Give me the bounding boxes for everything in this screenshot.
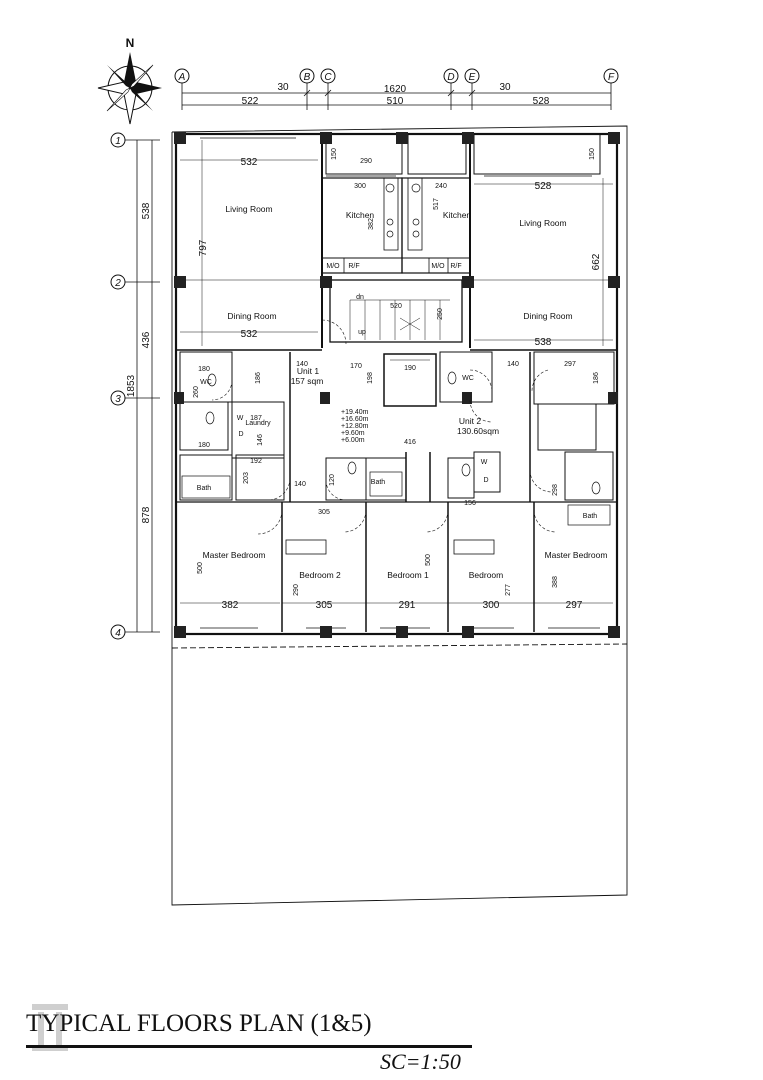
label-d-left: D bbox=[238, 431, 244, 438]
dim-190: 190 bbox=[404, 365, 416, 372]
dim-total-height: 1853 bbox=[126, 374, 137, 398]
dim-seg-cd: 510 bbox=[386, 96, 404, 107]
room-living-left: Living Room bbox=[225, 204, 273, 214]
dim-388: 388 bbox=[552, 576, 559, 588]
dim-203: 203 bbox=[243, 472, 250, 484]
dim-row-34: 878 bbox=[141, 506, 152, 524]
label-mo-left: M/O bbox=[326, 263, 340, 270]
dim-187: 187 bbox=[250, 415, 262, 422]
dim-140-lower: 140 bbox=[294, 481, 306, 488]
dim-300-kitchen: 300 bbox=[354, 183, 366, 190]
dim-277: 277 bbox=[505, 584, 512, 596]
label-mo-right: M/O bbox=[431, 263, 445, 270]
dim-seg-ef: 528 bbox=[532, 96, 550, 107]
dim-300-bed: 300 bbox=[482, 600, 500, 611]
unit-2-label: Unit 2 bbox=[458, 416, 482, 426]
room-bath-right: Bath bbox=[582, 513, 598, 520]
room-living-right: Living Room bbox=[519, 218, 567, 228]
dim-517: 517 bbox=[433, 198, 440, 210]
stair-up: up bbox=[358, 329, 366, 336]
grid-col-f: F bbox=[607, 72, 615, 83]
level-4: +9.60m bbox=[341, 430, 365, 437]
room-bath-left: Bath bbox=[196, 485, 212, 492]
grid-col-c: C bbox=[324, 72, 332, 83]
room-bath-mid: Bath bbox=[370, 479, 386, 486]
dim-528: 528 bbox=[534, 181, 552, 192]
column-grid bbox=[175, 69, 618, 83]
dim-662: 662 bbox=[591, 253, 602, 271]
site-boundary bbox=[172, 126, 627, 905]
dim-170: 170 bbox=[350, 363, 362, 370]
dim-305-bed2: 305 bbox=[315, 600, 333, 611]
dim-297-bottom: 297 bbox=[565, 600, 583, 611]
title-underline bbox=[26, 1045, 472, 1048]
dim-382-kitchen: 382 bbox=[368, 218, 375, 230]
dim-297-mid: 297 bbox=[564, 361, 576, 368]
dim-198: 198 bbox=[367, 372, 374, 384]
unit-2-area: 130.60sqm bbox=[456, 426, 500, 436]
dim-250: 250 bbox=[437, 308, 444, 320]
dim-532-top: 532 bbox=[240, 157, 258, 168]
room-master-left: Master Bedroom bbox=[202, 550, 266, 560]
dim-192-left: 192 bbox=[250, 458, 262, 465]
grid-row-2: 2 bbox=[115, 278, 121, 289]
dim-140-right: 140 bbox=[507, 361, 519, 368]
dim-290-bed: 290 bbox=[293, 584, 300, 596]
dim-416: 416 bbox=[404, 439, 416, 446]
dim-520: 520 bbox=[390, 303, 402, 310]
room-wc-left: WC bbox=[200, 379, 212, 386]
row-grid bbox=[111, 133, 125, 639]
dim-500-left: 500 bbox=[197, 562, 204, 574]
level-5: +6.00m bbox=[341, 437, 365, 444]
room-dining-left: Dining Room bbox=[227, 311, 277, 321]
grid-col-a: A bbox=[178, 72, 186, 83]
grid-col-b: B bbox=[303, 72, 311, 83]
dim-180-b: 180 bbox=[198, 442, 210, 449]
dim-150-left: 150 bbox=[331, 148, 338, 160]
grid-col-e: E bbox=[468, 72, 476, 83]
drawing-title: TYPICAL FLOORS PLAN (1&5) bbox=[26, 1010, 372, 1037]
stair-dn: dn bbox=[356, 294, 364, 301]
level-2: +16.60m bbox=[341, 416, 369, 423]
label-w-right: W bbox=[480, 459, 488, 466]
dim-186-left: 186 bbox=[255, 372, 262, 384]
drawing-scale: SC=1:50 bbox=[380, 1049, 461, 1074]
unit-1-label: Unit 1 bbox=[296, 366, 320, 376]
dim-row-23: 436 bbox=[141, 331, 152, 349]
dim-382: 382 bbox=[221, 600, 239, 611]
dim-797: 797 bbox=[198, 239, 209, 257]
dim-row-12: 538 bbox=[141, 202, 152, 220]
label-rf-left: R/F bbox=[348, 263, 360, 270]
label-rf-right: R/F bbox=[450, 263, 462, 270]
north-label: N bbox=[125, 36, 135, 50]
label-w-left: W bbox=[236, 415, 244, 422]
grid-row-3: 3 bbox=[115, 394, 121, 405]
dim-260: 260 bbox=[193, 386, 200, 398]
dim-298: 298 bbox=[552, 484, 559, 496]
dim-gap-e: 30 bbox=[499, 82, 511, 93]
level-3: +12.80m bbox=[341, 423, 369, 430]
room-dining-right: Dining Room bbox=[523, 311, 573, 321]
dim-291: 291 bbox=[398, 600, 416, 611]
north-arrow-icon bbox=[98, 36, 162, 124]
dim-290-balcony: 290 bbox=[360, 158, 372, 165]
level-1: +19.40m bbox=[341, 409, 369, 416]
room-master-right: Master Bedroom bbox=[544, 550, 608, 560]
dim-156: 156 bbox=[464, 500, 476, 507]
dim-seg-ab: 522 bbox=[241, 96, 259, 107]
dim-538: 538 bbox=[534, 337, 552, 348]
unit-1-area: 157 sqm bbox=[290, 376, 324, 386]
dim-146: 146 bbox=[257, 434, 264, 446]
dim-140-left: 140 bbox=[296, 361, 308, 368]
dim-180-a: 180 bbox=[198, 366, 210, 373]
dim-532-dining: 532 bbox=[240, 329, 258, 340]
dim-120: 120 bbox=[329, 474, 336, 486]
dim-150-right: 150 bbox=[589, 148, 596, 160]
dim-186-right: 186 bbox=[593, 372, 600, 384]
grid-col-d: D bbox=[447, 72, 455, 83]
room-kitchen-left: Kitchen bbox=[345, 210, 375, 220]
dim-240-kitchen: 240 bbox=[435, 183, 447, 190]
grid-row-1: 1 bbox=[115, 136, 121, 147]
room-bedroom-2: Bedroom 2 bbox=[299, 570, 341, 580]
room-wc-right: WC bbox=[462, 375, 474, 382]
dim-500-mid: 500 bbox=[425, 554, 432, 566]
room-bedroom-1: Bedroom 1 bbox=[387, 570, 429, 580]
dim-total-width: 1620 bbox=[383, 84, 407, 95]
grid-row-4: 4 bbox=[115, 628, 121, 639]
room-laundry: Laundry bbox=[245, 420, 271, 427]
level-marks bbox=[341, 409, 369, 444]
dim-305-hall: 305 bbox=[318, 509, 330, 516]
label-d-right: D bbox=[483, 477, 489, 484]
room-kitchen-right: Kitchen bbox=[442, 210, 472, 220]
room-bedroom-right: Bedroom bbox=[468, 570, 504, 580]
dim-gap-b: 30 bbox=[277, 82, 289, 93]
